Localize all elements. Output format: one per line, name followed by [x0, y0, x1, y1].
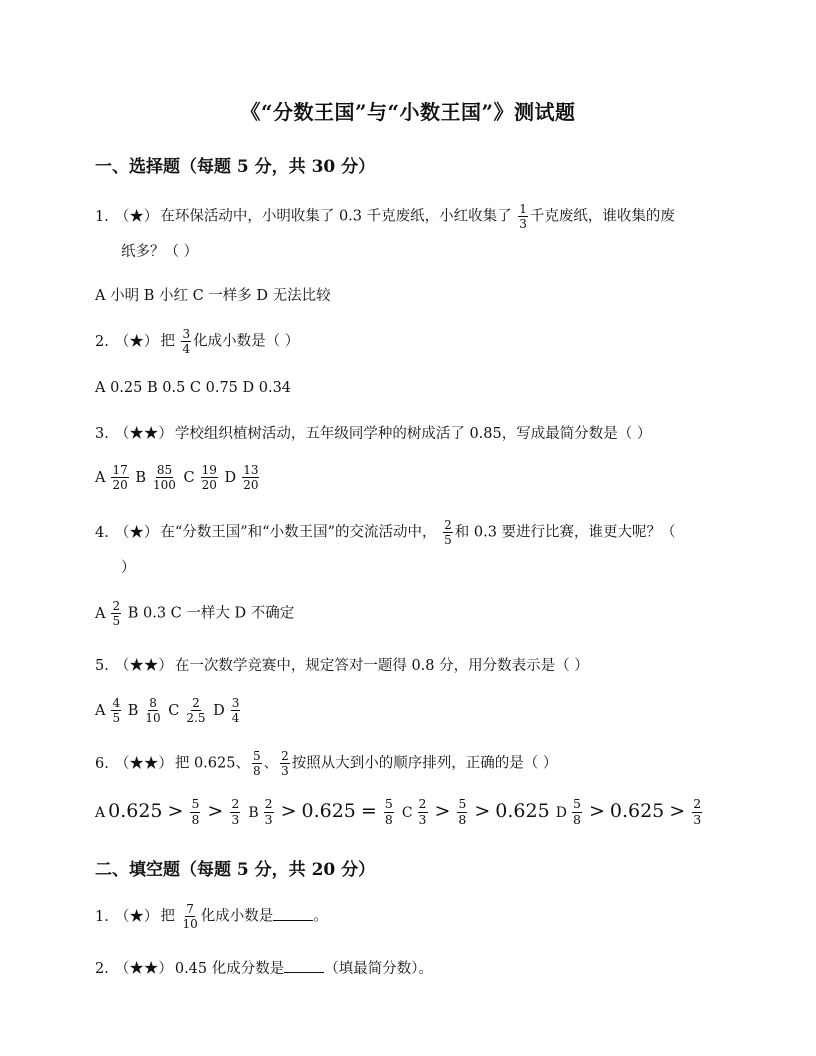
- question-1-options: A 小明 B 小红 C 一样多 D 无法比较: [95, 288, 331, 304]
- options-text: B 0.3 C 一样大 D 不确定: [127, 605, 295, 622]
- decimal-value: 0.625: [108, 800, 163, 822]
- greater-than-sign: >: [669, 800, 686, 822]
- question-number: 3.: [95, 426, 109, 442]
- question-number: 5.: [95, 658, 109, 674]
- option-letter: D: [224, 469, 237, 486]
- denominator: 10: [145, 711, 161, 725]
- greater-than-sign: >: [434, 800, 451, 822]
- section-note: （每题 5 分，共 20 分）: [180, 860, 376, 880]
- section-note: （每题 5 分，共 30 分）: [180, 157, 376, 177]
- question-text: 化成小数是: [200, 908, 274, 925]
- question-4-options: [95, 600, 294, 627]
- equals-sign: =: [360, 800, 377, 822]
- question-number: 2.: [95, 961, 109, 977]
- question-1-continued: 纸多？（ ）: [121, 244, 199, 260]
- question-6: [95, 750, 557, 777]
- numerator: 2: [264, 796, 273, 811]
- fill-question-2: [95, 957, 433, 978]
- numerator: 8: [149, 696, 157, 710]
- fraction: [418, 798, 428, 826]
- question-number: 6.: [95, 755, 109, 772]
- fraction: [111, 464, 128, 491]
- option-letter: B: [127, 702, 139, 719]
- numerator: 2: [231, 796, 240, 811]
- numerator: 5: [458, 796, 467, 811]
- option-letter: A: [95, 605, 106, 622]
- question-text: （填最简分数）。: [324, 961, 433, 977]
- fraction: [181, 328, 191, 355]
- section-title: 一、选择题: [95, 157, 180, 177]
- fraction: [572, 798, 582, 826]
- option-letter: C: [401, 805, 413, 821]
- numerator: 5: [572, 796, 581, 811]
- denominator: 20: [243, 478, 259, 492]
- denominator: 20: [112, 478, 128, 492]
- fraction: [242, 464, 259, 491]
- fraction: [152, 464, 177, 491]
- greater-than-sign: >: [280, 800, 297, 822]
- option-letter: D: [555, 805, 567, 821]
- greater-than-sign: >: [167, 800, 184, 822]
- greater-than-sign: >: [474, 800, 491, 822]
- denominator: 2.5: [186, 711, 206, 725]
- greater-than-sign: >: [588, 800, 605, 822]
- denominator: 3: [519, 217, 527, 231]
- denominator: 4: [182, 342, 191, 356]
- fraction: [384, 798, 394, 826]
- difficulty-stars: （★）: [114, 208, 159, 225]
- numerator: 3: [231, 696, 240, 710]
- difficulty-stars: （★）: [114, 908, 159, 925]
- fraction: [692, 798, 702, 826]
- question-2: [95, 328, 299, 355]
- answer-blank: [284, 958, 324, 973]
- fraction: [252, 750, 262, 777]
- fraction: [443, 519, 453, 546]
- numerator: 5: [384, 796, 393, 811]
- greater-than-sign: >: [207, 800, 224, 822]
- question-text: 把 0.625、: [174, 755, 250, 772]
- denominator: 4: [231, 711, 240, 725]
- difficulty-stars: （★）: [114, 333, 159, 350]
- decimal-value: 0.625: [609, 800, 665, 822]
- numerator: 2: [281, 749, 289, 763]
- denominator: 3: [231, 811, 240, 827]
- fraction: [190, 798, 200, 826]
- denominator: 3: [281, 764, 289, 778]
- option-letter: C: [168, 702, 180, 719]
- question-text: 在环保活动中，小明收集了 0.3 千克废纸，小红收集了: [160, 208, 512, 225]
- numerator: 3: [182, 327, 191, 341]
- separator: 、: [263, 755, 279, 772]
- question-3: [95, 422, 651, 443]
- numerator: 2: [112, 599, 121, 613]
- difficulty-stars: （★★）: [114, 658, 173, 674]
- denominator: 20: [201, 478, 217, 492]
- fraction: [457, 798, 467, 826]
- question-number: 1.: [95, 208, 109, 225]
- fill-question-1: [95, 903, 328, 930]
- numerator: 13: [243, 463, 259, 477]
- numerator: 1: [519, 202, 527, 216]
- question-text: 千克废纸，谁收集的废: [529, 208, 675, 225]
- question-2-options: A 0.25 B 0.5 C 0.75 D 0.34: [95, 380, 292, 396]
- denominator: 8: [572, 811, 581, 827]
- question-5-options: [95, 697, 242, 724]
- question-number: 4.: [95, 524, 109, 541]
- question-text: 把: [160, 333, 175, 350]
- option-letter: C: [183, 469, 195, 486]
- numerator: 2: [444, 518, 452, 532]
- question-text: 在“分数王国”和“小数王国”的交流活动中，: [160, 524, 437, 541]
- difficulty-stars: （★★）: [114, 426, 173, 442]
- section-heading-choice: [95, 152, 375, 177]
- numerator: 17: [112, 463, 128, 477]
- question-text: 在一次数学竞赛中，规定答对一题得 0.8 分，用分数表示是（ ）: [174, 658, 589, 674]
- answer-blank: [273, 906, 313, 921]
- option-letter: B: [248, 805, 259, 821]
- denominator: 100: [153, 478, 176, 492]
- denominator: 3: [693, 811, 702, 827]
- option-letter: A: [95, 805, 106, 821]
- denominator: 10: [182, 917, 198, 931]
- numerator: 4: [112, 696, 121, 710]
- numerator: 7: [186, 902, 194, 916]
- section-title: 二、填空题: [95, 860, 180, 880]
- difficulty-stars: （★★）: [114, 961, 173, 977]
- fraction: [231, 697, 241, 724]
- question-3-options: [95, 464, 261, 491]
- denominator: 5: [444, 533, 452, 547]
- question-text: 把: [160, 908, 175, 925]
- question-text: 。: [313, 908, 328, 925]
- numerator: 2: [693, 796, 702, 811]
- question-4-continued: ）: [121, 560, 136, 576]
- question-text: 和 0.3 要进行比赛，谁更大呢？（: [454, 524, 676, 541]
- question-text: 学校组织植树活动，五年级同学种的树成活了 0.85，写成最简分数是（ ）: [174, 426, 652, 442]
- fraction: [181, 903, 198, 930]
- fraction: [264, 798, 274, 826]
- option-letter: A: [95, 469, 106, 486]
- option-letter: A: [95, 702, 106, 719]
- denominator: 8: [384, 811, 393, 827]
- decimal-value: 0.625: [495, 800, 550, 822]
- question-1: [95, 203, 675, 230]
- numerator: 2: [418, 796, 427, 811]
- denominator: 3: [264, 811, 273, 827]
- difficulty-stars: （★★）: [114, 755, 173, 772]
- numerator: 85: [156, 463, 173, 477]
- numerator: 5: [191, 796, 200, 811]
- denominator: 5: [112, 711, 121, 725]
- question-number: 1.: [95, 908, 109, 925]
- fraction: [144, 697, 161, 724]
- fraction: [111, 600, 121, 627]
- question-number: 2.: [95, 333, 109, 350]
- question-text: 0.45 化成分数是: [174, 961, 285, 977]
- fraction: [518, 203, 528, 230]
- numerator: 19: [201, 463, 217, 477]
- page-title: 《“分数王国”与“小数王国”》测试题: [240, 100, 576, 124]
- denominator: 8: [458, 811, 467, 827]
- question-4: [95, 519, 676, 546]
- fraction: [111, 697, 121, 724]
- denominator: 3: [418, 811, 427, 827]
- question-5: [95, 654, 589, 675]
- denominator: 8: [191, 811, 200, 827]
- fraction: [230, 798, 240, 826]
- difficulty-stars: （★）: [114, 524, 159, 541]
- option-letter: B: [135, 469, 147, 486]
- question-text: 按照从大到小的顺序排列，正确的是（ ）: [291, 755, 558, 772]
- fraction: [280, 750, 290, 777]
- question-text: 化成小数是（ ）: [193, 333, 300, 350]
- question-6-options: [95, 798, 704, 826]
- section-heading-fill-in: [95, 855, 375, 880]
- numerator: 2: [192, 696, 200, 710]
- decimal-value: 0.625: [301, 800, 356, 822]
- denominator: 8: [252, 764, 261, 778]
- fraction: [185, 697, 206, 724]
- numerator: 5: [252, 749, 261, 763]
- fraction: [201, 464, 218, 491]
- option-letter: D: [213, 702, 225, 719]
- denominator: 5: [112, 614, 121, 628]
